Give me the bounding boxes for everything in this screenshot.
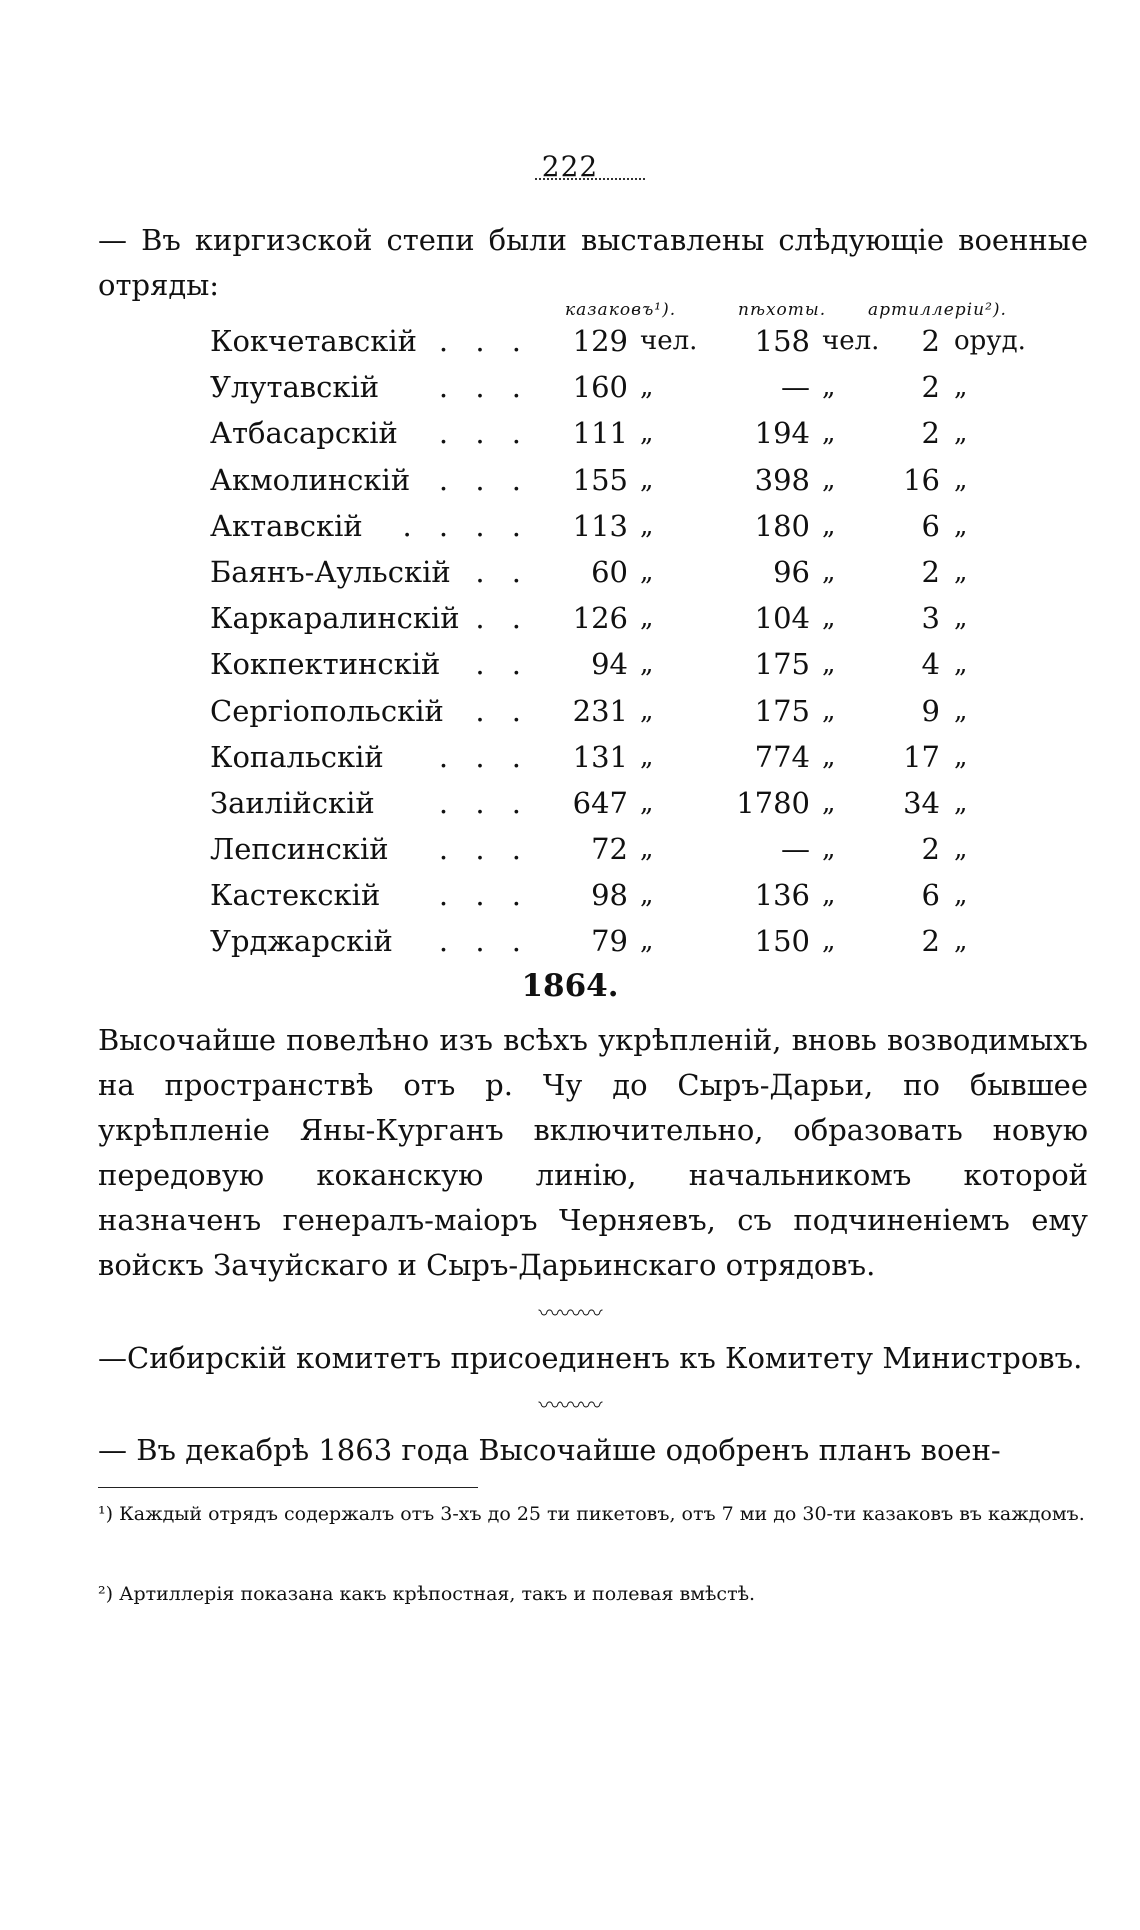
infantry-unit: „ (822, 926, 836, 957)
table-row (210, 595, 1030, 641)
cossacks-count: 98 (591, 878, 628, 913)
leader-dots: . . (475, 647, 530, 682)
footnote-rule (98, 1487, 478, 1488)
leader-dots: . . (475, 693, 530, 728)
leader-dots: . . . (438, 370, 530, 405)
infantry-unit: „ (822, 556, 836, 587)
cossacks-unit: чел. (640, 326, 698, 356)
cossacks-count: 94 (591, 647, 628, 682)
artillery-count: 6 (921, 508, 940, 543)
infantry-unit: „ (822, 603, 836, 634)
detachments-table (210, 318, 1030, 965)
header-infantry: пѣхоты. (738, 300, 827, 320)
detachment-name: Акмолинскій (210, 462, 411, 497)
cossacks-unit: „ (640, 372, 654, 403)
artillery-count: 2 (921, 554, 940, 589)
detachment-name: Кастекскій (210, 878, 381, 913)
cossacks-count: 113 (572, 508, 628, 543)
footnote-2: ²) Артиллерія показана какъ крѣпостная, такъ и полевая вмѣстѣ. (98, 1583, 756, 1605)
artillery-count: 2 (921, 924, 940, 959)
detachment-name: Кокпектинскій (210, 647, 441, 682)
artillery-unit: „ (954, 741, 968, 772)
infantry-unit: „ (822, 787, 836, 818)
detachment-name: Лепсинскій (210, 832, 389, 867)
artillery-unit: оруд. (954, 326, 1026, 356)
cossacks-count: 72 (591, 832, 628, 867)
detachment-name: Заилійскій (210, 785, 375, 820)
infantry-count: 180 (754, 508, 810, 543)
infantry-count: 150 (754, 924, 810, 959)
cossacks-unit: „ (640, 834, 654, 865)
cossacks-unit: „ (640, 464, 654, 495)
page-number-underline (535, 178, 645, 180)
year-heading: 1864. (521, 968, 619, 1004)
detachment-name: Баянъ-Аульскій (210, 554, 451, 589)
infantry-count: 96 (773, 554, 810, 589)
cossacks-unit: „ (640, 510, 654, 541)
artillery-count: 2 (921, 832, 940, 867)
artillery-unit: „ (954, 464, 968, 495)
table-row (210, 410, 1030, 456)
leader-dots: . . . (438, 462, 530, 497)
artillery-unit: „ (954, 880, 968, 911)
infantry-unit: „ (822, 741, 836, 772)
header-cossacks: казаковъ¹). (565, 300, 677, 320)
table-row (210, 918, 1030, 964)
cossacks-unit: „ (640, 649, 654, 680)
detachment-name: Кокчетавскій (210, 324, 417, 358)
artillery-count: 2 (921, 370, 940, 405)
artillery-unit: „ (954, 510, 968, 541)
siberian-committee-paragraph: —Сибирскій комитетъ присоединенъ къ Комитету Министровъ. (98, 1341, 1083, 1375)
infantry-unit: „ (822, 834, 836, 865)
infantry-count: 398 (754, 462, 810, 497)
decree-paragraph: Высочайше повелѣно изъ всѣхъ укрѣпленій, вновь возводимыхъ на пространствѣ отъ р. Чу до Сыръ-Дарьи, по бывшее укрѣпленіе Яны-Курганъ включительно, образовать новую передовую коканскую линію, начальникомъ которой назначенъ генералъ-маіоръ Черняевъ, съ подчиненіемъ ему войскъ Зачуйскаго и Сыръ-Дарьинскаго отрядовъ. (98, 1023, 1088, 1282)
cossacks-unit: „ (640, 695, 654, 726)
infantry-count: 175 (754, 647, 810, 682)
infantry-count: — (781, 370, 810, 405)
cossacks-count: 60 (591, 554, 628, 589)
table-row (210, 826, 1030, 872)
page-number: 222 (541, 150, 599, 183)
infantry-count: 158 (754, 324, 810, 358)
leader-dots: . . . (438, 878, 530, 913)
cossacks-count: 111 (572, 416, 628, 451)
cossacks-count: 647 (572, 785, 628, 820)
table-row (210, 641, 1030, 687)
table-row (210, 734, 1030, 780)
infantry-count: 104 (754, 601, 810, 636)
cossacks-count: 231 (572, 693, 628, 728)
infantry-count: 1780 (736, 785, 810, 820)
artillery-unit: „ (954, 695, 968, 726)
cossacks-unit: „ (640, 880, 654, 911)
infantry-unit: „ (822, 695, 836, 726)
cossacks-unit: „ (640, 926, 654, 957)
section-separator: 〰〰〰 (538, 1302, 602, 1327)
artillery-count: 16 (903, 462, 940, 497)
leader-dots: . . . (438, 785, 530, 820)
artillery-unit: „ (954, 418, 968, 449)
header-artillery: артиллеріи²). (868, 300, 1007, 320)
table-row (210, 503, 1030, 549)
table-row (210, 780, 1030, 826)
infantry-count: 136 (754, 878, 810, 913)
cossacks-unit: „ (640, 741, 654, 772)
artillery-unit: „ (954, 649, 968, 680)
cossacks-count: 126 (572, 601, 628, 636)
artillery-unit: „ (954, 926, 968, 957)
infantry-unit: „ (822, 649, 836, 680)
table-row (210, 318, 1030, 364)
artillery-unit: „ (954, 834, 968, 865)
infantry-count: 194 (754, 416, 810, 451)
infantry-unit: „ (822, 510, 836, 541)
detachment-name: Атбасарскій (210, 416, 398, 451)
artillery-count: 3 (921, 601, 940, 636)
infantry-unit: „ (822, 372, 836, 403)
artillery-count: 6 (921, 878, 940, 913)
infantry-unit: „ (822, 880, 836, 911)
leader-dots: . . (475, 554, 530, 589)
cossacks-unit: „ (640, 556, 654, 587)
infantry-unit: „ (822, 418, 836, 449)
detachment-name: Улутавскій (210, 370, 380, 405)
artillery-count: 2 (921, 324, 940, 358)
section-separator: 〰〰〰 (538, 1394, 602, 1419)
table-row (210, 872, 1030, 918)
intro-paragraph: — Въ киргизской степи были выставлены слѣдующіе военные отряды: (98, 223, 1088, 302)
table-row (210, 549, 1030, 595)
table-row (210, 364, 1030, 410)
detachment-name: Каркаралинскій (210, 601, 460, 636)
leader-dots: . . . (438, 416, 530, 451)
cossacks-unit: „ (640, 418, 654, 449)
infantry-count: 774 (754, 739, 810, 774)
cossacks-count: 79 (591, 924, 628, 959)
artillery-unit: „ (954, 787, 968, 818)
infantry-unit: чел. (822, 326, 880, 356)
leader-dots: . . . (438, 324, 530, 358)
infantry-count: 175 (754, 693, 810, 728)
detachment-name: Актавскій (210, 508, 363, 543)
artillery-count: 9 (921, 693, 940, 728)
cossacks-count: 155 (572, 462, 628, 497)
artillery-count: 17 (903, 739, 940, 774)
leader-dots: . . . (438, 739, 530, 774)
leader-dots: . . . . (402, 508, 530, 543)
infantry-count: — (781, 832, 810, 867)
footnote-1: ¹) Каждый отрядъ содержалъ отъ 3-хъ до 25 ти пикетовъ, отъ 7 ми до 30-ти казаковъ въ каждомъ. (98, 1503, 1085, 1525)
december-paragraph: — Въ декабрѣ 1863 года Высочайше одобренъ планъ воен- (98, 1433, 1001, 1467)
table-row (210, 688, 1030, 734)
cossacks-unit: „ (640, 603, 654, 634)
detachment-name: Сергіопольскій (210, 693, 444, 728)
cossacks-unit: „ (640, 787, 654, 818)
table-row (210, 457, 1030, 503)
leader-dots: . . (475, 601, 530, 636)
cossacks-count: 160 (572, 370, 628, 405)
artillery-count: 2 (921, 416, 940, 451)
leader-dots: . . . (438, 924, 530, 959)
detachment-name: Урджарскій (210, 924, 393, 959)
artillery-unit: „ (954, 556, 968, 587)
cossacks-count: 131 (572, 739, 628, 774)
artillery-count: 34 (903, 785, 940, 820)
artillery-unit: „ (954, 603, 968, 634)
infantry-unit: „ (822, 464, 836, 495)
artillery-unit: „ (954, 372, 968, 403)
artillery-count: 4 (921, 647, 940, 682)
detachment-name: Копальскій (210, 739, 384, 774)
leader-dots: . . . (438, 832, 530, 867)
cossacks-count: 129 (572, 324, 628, 358)
